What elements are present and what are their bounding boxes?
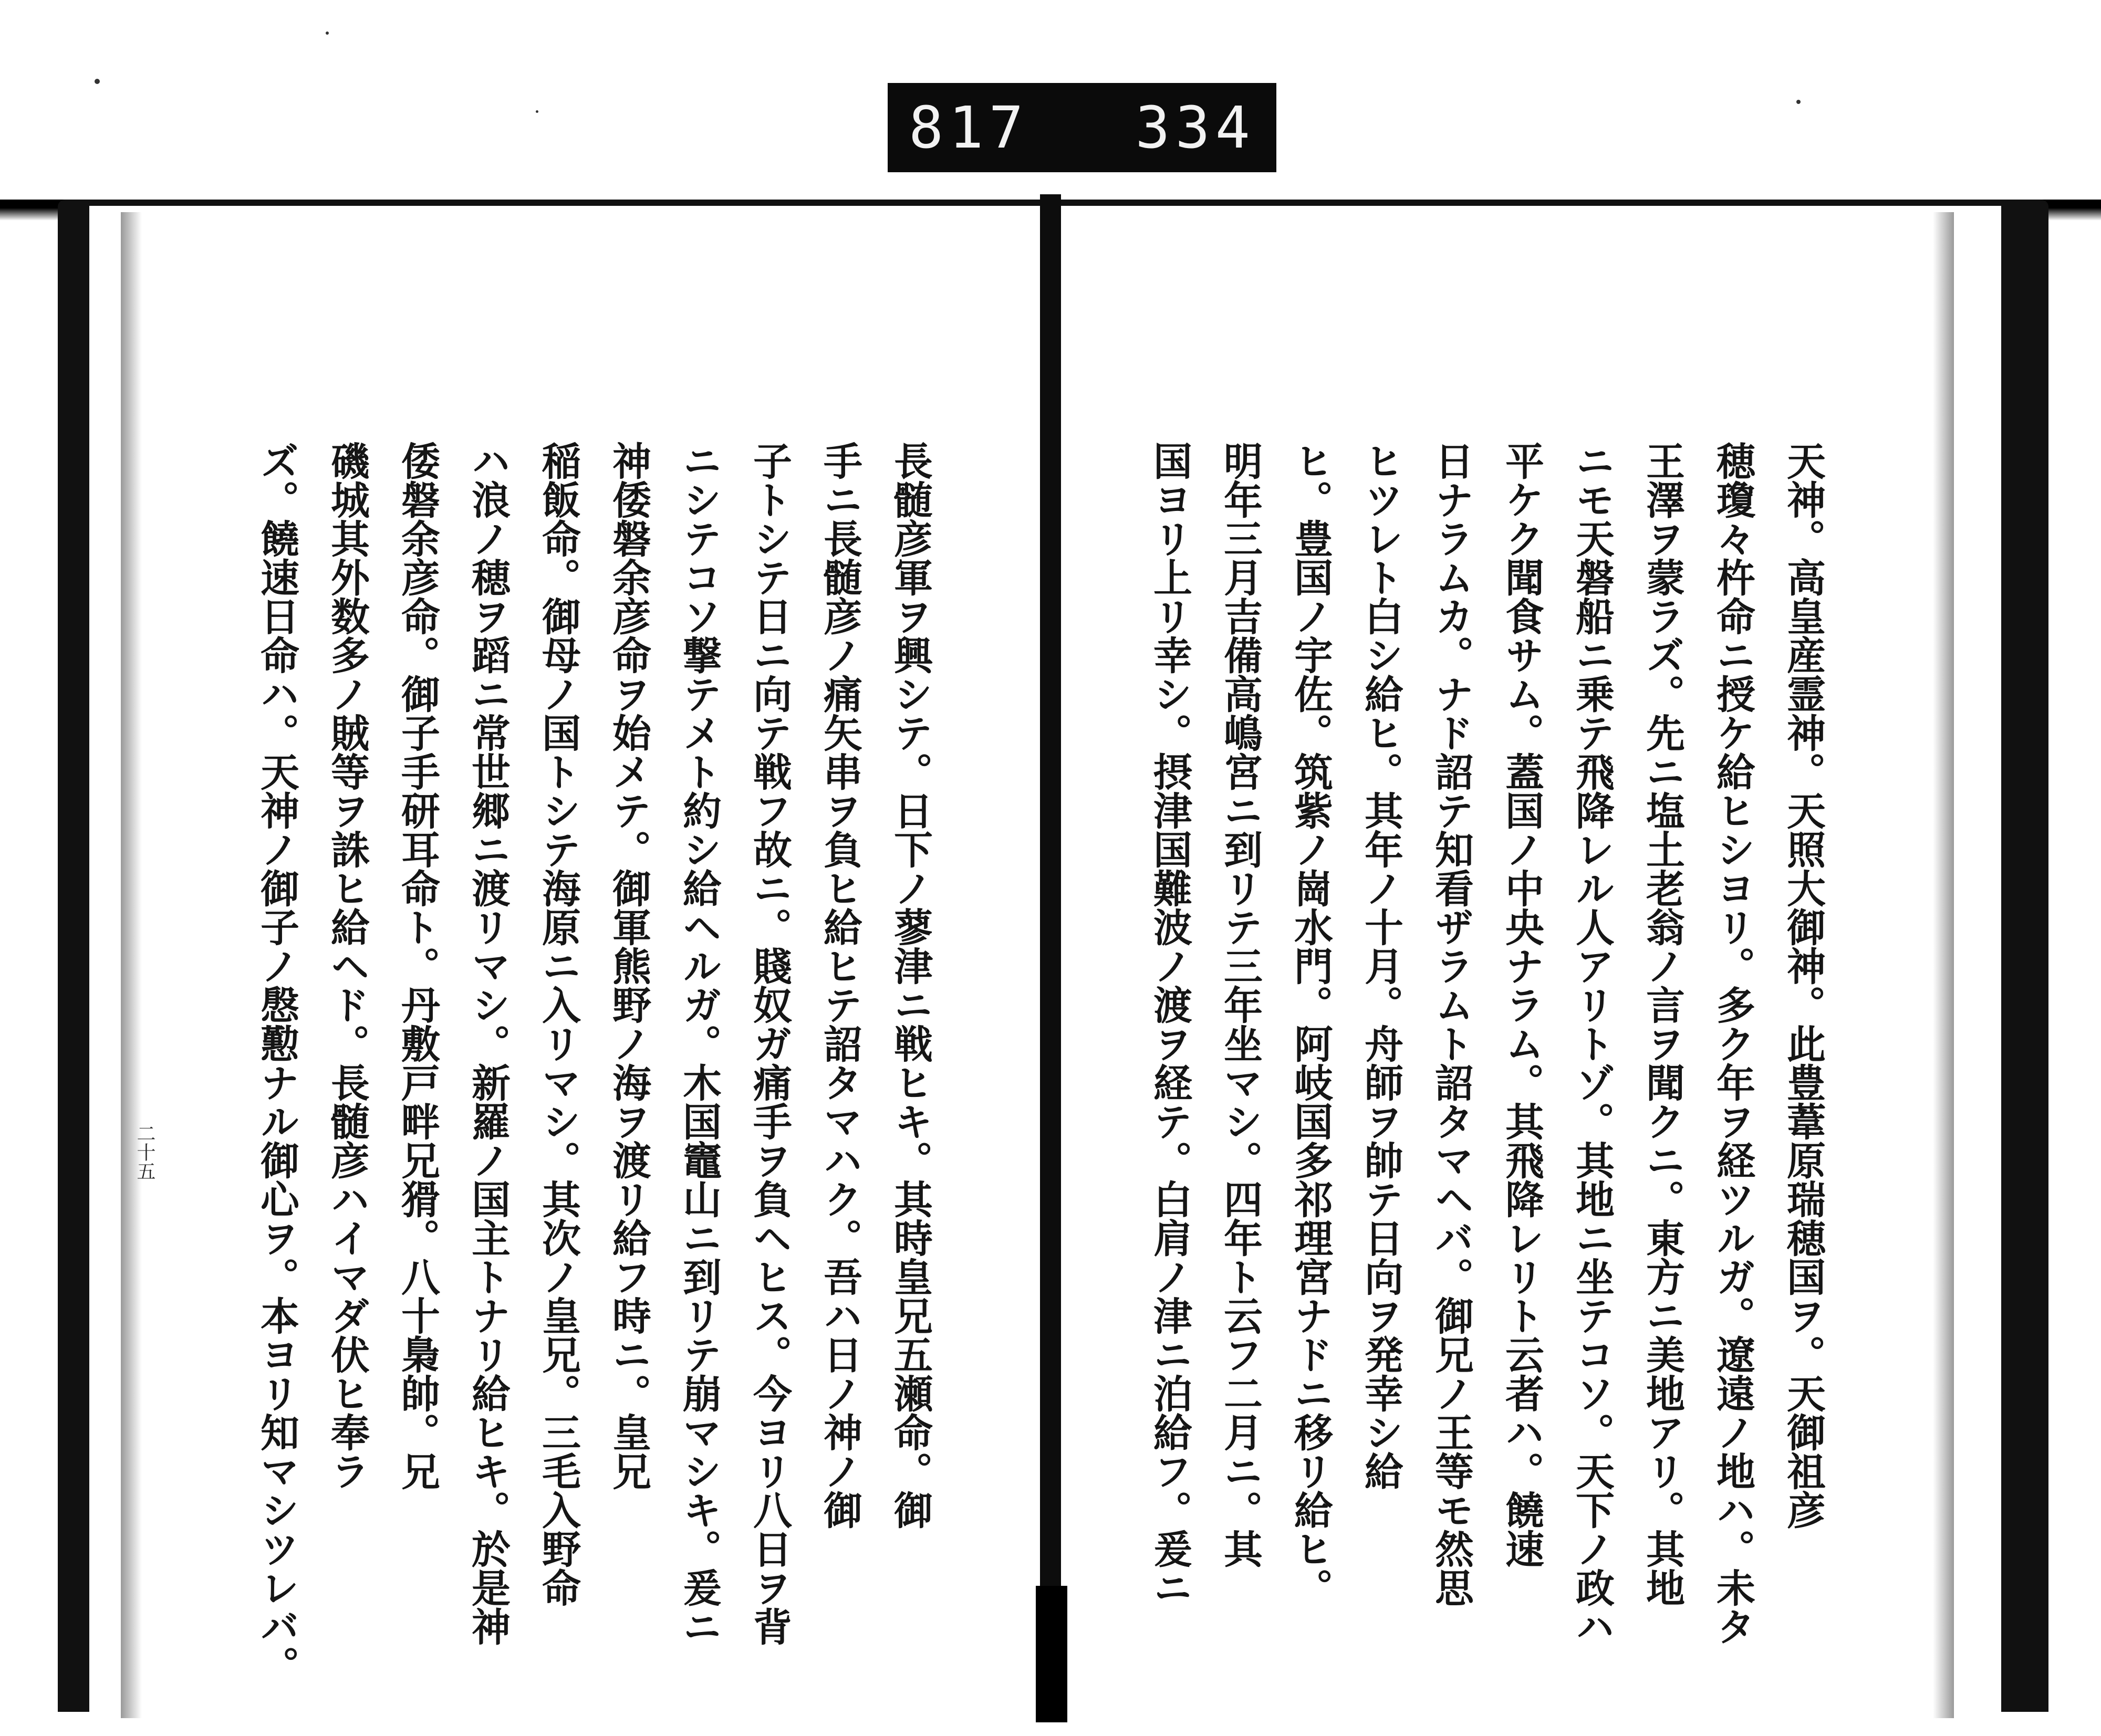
right-page-text	[1093, 441, 1838, 1646]
frame-number-left: 817	[909, 94, 1029, 161]
left-page-column: 磯城其外数多ノ賊等ヲ誅ヒ給ヘド。長髄彦ハイマダ伏ヒ奉ラ	[325, 441, 370, 1490]
left-page-column: 長髄彦軍ヲ興シテ。日下ノ蓼津ニ戦ヒキ。其時皇兄五瀬命。御	[888, 441, 933, 1529]
book-gutter-foot	[1036, 1586, 1067, 1722]
right-page-column: 穂瓊々杵命ニ授ケ給ヒシヨリ。多ク年ヲ経ツルガ。遼遠ノ地ハ。未タ	[1710, 441, 1755, 1646]
left-page-column: 倭磐余彦命。御子手研耳命ト。丹敷戸畔兄猾。八十梟帥。兄	[395, 441, 440, 1490]
left-page-column: 手ニ長髄彦ノ痛矢串ヲ負ヒ給ヒテ詔タマハク。吾ハ日ノ神ノ御	[817, 441, 862, 1529]
right-page-column: 王澤ヲ蒙ラズ。先ニ塩土老翁ノ言ヲ聞クニ。東方ニ美地アリ。其地	[1640, 441, 1685, 1607]
book-gutter	[1040, 194, 1061, 1717]
left-page-column: 神倭磐余彦命ヲ始メテ。御軍熊野ノ海ヲ渡リ給フ時ニ。皇兄	[606, 441, 651, 1490]
scan-speck	[536, 110, 538, 113]
left-page-edge-shadow	[121, 212, 142, 1718]
left-page-text	[184, 441, 945, 1685]
right-page-column: 国ヨリ上リ幸シ。摂津国難波ノ渡ヲ経テ。白肩ノ津ニ泊給フ。爰ニ	[1147, 441, 1192, 1607]
film-frame-label	[888, 83, 1276, 172]
right-page-column: 平ケク聞食サム。蓋国ノ中央ナラム。其飛降レリト云者ハ。饒速	[1499, 441, 1544, 1568]
frame-number-right: 334	[1135, 94, 1255, 161]
right-page-column: ヒ。豊国ノ宇佐。筑紫ノ崗水門。阿岐国多祁理宮ナドニ移リ給ヒ。	[1288, 441, 1333, 1607]
left-page-column: ニシテコソ撃テメト約シ給ヘルガ。木国竈山ニ到リテ崩マシキ。爰ニ	[677, 441, 722, 1646]
scan-speck	[95, 79, 100, 84]
right-page-column: ニモ天磐船ニ乗テ飛降レル人アリトゾ。其地ニ坐テコソ。天下ノ政ハ	[1569, 441, 1615, 1646]
right-page-column: 日ナラムカ。ナド詔テ知看ザラムト詔タマヘバ。御兄ノ王等モ然思	[1429, 441, 1474, 1607]
left-page-column: ズ。饒速日命ハ。天神ノ御子ノ慇懃ナル御心ヲ。本ヨリ知マシツレバ。	[254, 441, 299, 1685]
right-page-column: 明年三月吉備高嶋宮ニ到リテ三年坐マシ。四年ト云フ二月ニ。其	[1218, 441, 1263, 1568]
right-page-edge-shadow	[1933, 212, 1954, 1718]
left-page-column: 子トシテ日ニ向テ戦フ故ニ。賤奴ガ痛手ヲ負ヘヒス。今ヨリ八日ヲ背	[747, 441, 792, 1646]
left-page-column: 稲飯命。御母ノ国トシテ海原ニ入リマシ。其次ノ皇兄。三毛入野命	[536, 441, 581, 1607]
page-number: 二十五	[134, 1124, 155, 1180]
right-page-column: 天神。高皇産霊神。天照大御神。此豊葦原瑞穂国ヲ。天御祖彦	[1781, 441, 1826, 1529]
right-page-column: ヒツレト白シ給ヒ。其年ノ十月。舟師ヲ帥テ日向ヲ発幸シ給	[1358, 441, 1403, 1490]
left-page-column: ハ浪ノ穂ヲ蹈ニ常世郷ニ渡リマシ。新羅ノ国主トナリ給ヒキ。於是神	[465, 441, 511, 1646]
scan-speck	[326, 32, 329, 35]
scan-speck	[1796, 100, 1801, 104]
